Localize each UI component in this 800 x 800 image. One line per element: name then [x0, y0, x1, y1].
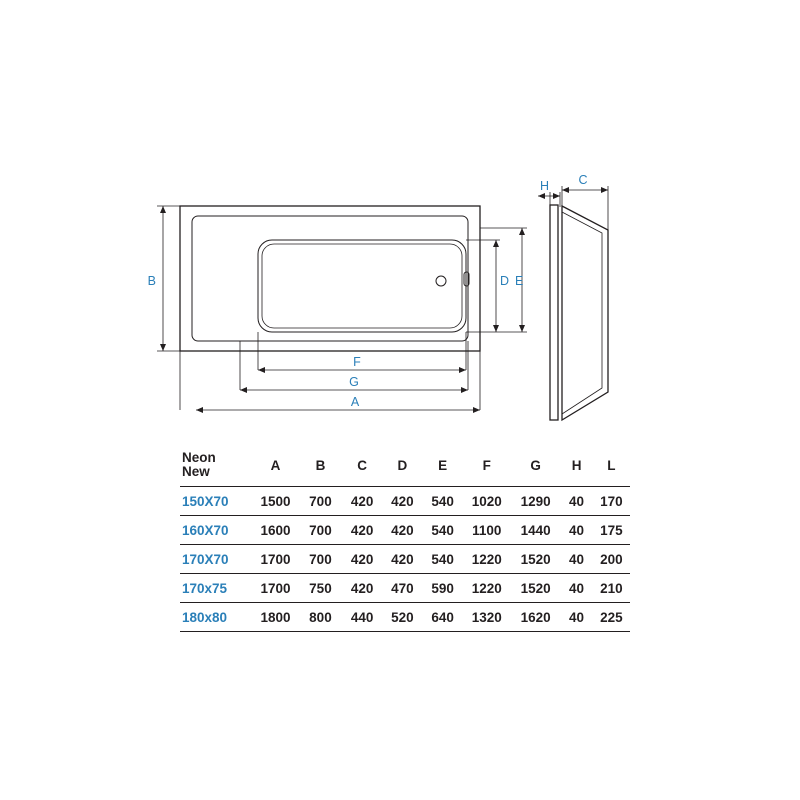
table-cell-e: 540 [423, 487, 463, 516]
table-cell-g: 1520 [511, 545, 561, 574]
side-view-tub-profile [562, 206, 608, 420]
tub-bowl [258, 240, 466, 332]
arrow-h-left [538, 193, 545, 199]
table-cell-c: 420 [342, 545, 382, 574]
table-cell-c: 440 [342, 603, 382, 632]
table-cell-d: 520 [382, 603, 422, 632]
table-cell-c: 420 [342, 487, 382, 516]
table-row [180, 574, 630, 603]
arrow-b-top [160, 206, 166, 213]
model-header-line2: New [182, 464, 210, 479]
dim-label-b: B [147, 274, 156, 288]
table-cell-c: 420 [342, 516, 382, 545]
dim-label-f: F [353, 355, 361, 369]
table-cell-l: 170 [593, 487, 630, 516]
table-header-row [180, 444, 630, 487]
table-cell-a: 1700 [252, 574, 299, 603]
table-cell-e: 640 [423, 603, 463, 632]
column-header-a: A [252, 444, 299, 487]
arrow-g-right [461, 387, 468, 393]
arrow-a-left [196, 407, 203, 413]
dim-label-a: A [350, 395, 360, 409]
table-row [180, 487, 630, 516]
table-cell-f: 1220 [463, 574, 511, 603]
table-cell-g: 1620 [511, 603, 561, 632]
table-header [180, 444, 630, 487]
table-cell-b: 800 [299, 603, 342, 632]
arrow-e-bottom [519, 325, 525, 332]
arrow-c-left [562, 187, 569, 193]
arrow-f-left [258, 367, 265, 373]
table-cell-f: 1220 [463, 545, 511, 574]
column-header-g: G [511, 444, 561, 487]
column-header-f: F [463, 444, 511, 487]
table-cell-model: 150X70 [180, 487, 252, 516]
table-cell-h: 40 [560, 574, 592, 603]
drain-icon [436, 276, 446, 286]
column-header-e: E [423, 444, 463, 487]
arrow-b-bottom [160, 344, 166, 351]
table-cell-l: 225 [593, 603, 630, 632]
table-cell-f: 1020 [463, 487, 511, 516]
table-cell-h: 40 [560, 487, 592, 516]
dim-label-c: C [578, 173, 588, 187]
table-cell-l: 175 [593, 516, 630, 545]
column-header-d: D [382, 444, 422, 487]
table-row [180, 516, 630, 545]
table-cell-c: 420 [342, 574, 382, 603]
table-cell-h: 40 [560, 516, 592, 545]
table-cell-l: 210 [593, 574, 630, 603]
arrow-d-top [493, 240, 499, 247]
table-cell-h: 40 [560, 545, 592, 574]
table-cell-a: 1700 [252, 545, 299, 574]
side-view-inner-profile [562, 212, 602, 414]
table-cell-a: 1500 [252, 487, 299, 516]
column-header-l: L [593, 444, 630, 487]
table-cell-a: 1600 [252, 516, 299, 545]
table-cell-f: 1100 [463, 516, 511, 545]
table-cell-d: 420 [382, 545, 422, 574]
table-cell-d: 420 [382, 487, 422, 516]
table-cell-model: 170x75 [180, 574, 252, 603]
side-view-back-panel [550, 205, 558, 420]
table-cell-b: 700 [299, 545, 342, 574]
table-cell-b: 700 [299, 516, 342, 545]
table-cell-g: 1520 [511, 574, 561, 603]
dim-label-h: H [540, 179, 550, 193]
table-cell-e: 590 [423, 574, 463, 603]
arrow-a-right [473, 407, 480, 413]
table-cell-e: 540 [423, 545, 463, 574]
column-header-c: C [342, 444, 382, 487]
table-cell-f: 1320 [463, 603, 511, 632]
table-cell-e: 540 [423, 516, 463, 545]
table-row [180, 603, 630, 632]
table-cell-model: 170X70 [180, 545, 252, 574]
table-row [180, 545, 630, 574]
arrow-f-right [459, 367, 466, 373]
column-header-h: H [560, 444, 592, 487]
table-cell-l: 200 [593, 545, 630, 574]
model-header-line1: Neon [182, 450, 216, 465]
table-cell-b: 700 [299, 487, 342, 516]
dimensions-table [180, 444, 630, 632]
dim-label-g: G [349, 375, 359, 389]
arrow-g-left [240, 387, 247, 393]
arrow-d-bottom [493, 325, 499, 332]
table-cell-d: 470 [382, 574, 422, 603]
table-cell-h: 40 [560, 603, 592, 632]
model-column-header [180, 444, 252, 487]
dim-label-d: D [500, 274, 510, 288]
dim-label-e: E [515, 274, 524, 288]
arrow-e-top [519, 228, 525, 235]
arrow-c-right [601, 187, 608, 193]
tub-bowl-inner [262, 244, 462, 328]
table-body [180, 487, 630, 632]
arrow-h-right [553, 193, 560, 199]
table-cell-a: 1800 [252, 603, 299, 632]
table-cell-b: 750 [299, 574, 342, 603]
table-cell-model: 180x80 [180, 603, 252, 632]
table-cell-g: 1290 [511, 487, 561, 516]
tub-inner-rim [192, 216, 468, 341]
tub-outer-rim [180, 206, 480, 351]
table-cell-g: 1440 [511, 516, 561, 545]
table-cell-d: 420 [382, 516, 422, 545]
table-cell-model: 160X70 [180, 516, 252, 545]
column-header-b: B [299, 444, 342, 487]
